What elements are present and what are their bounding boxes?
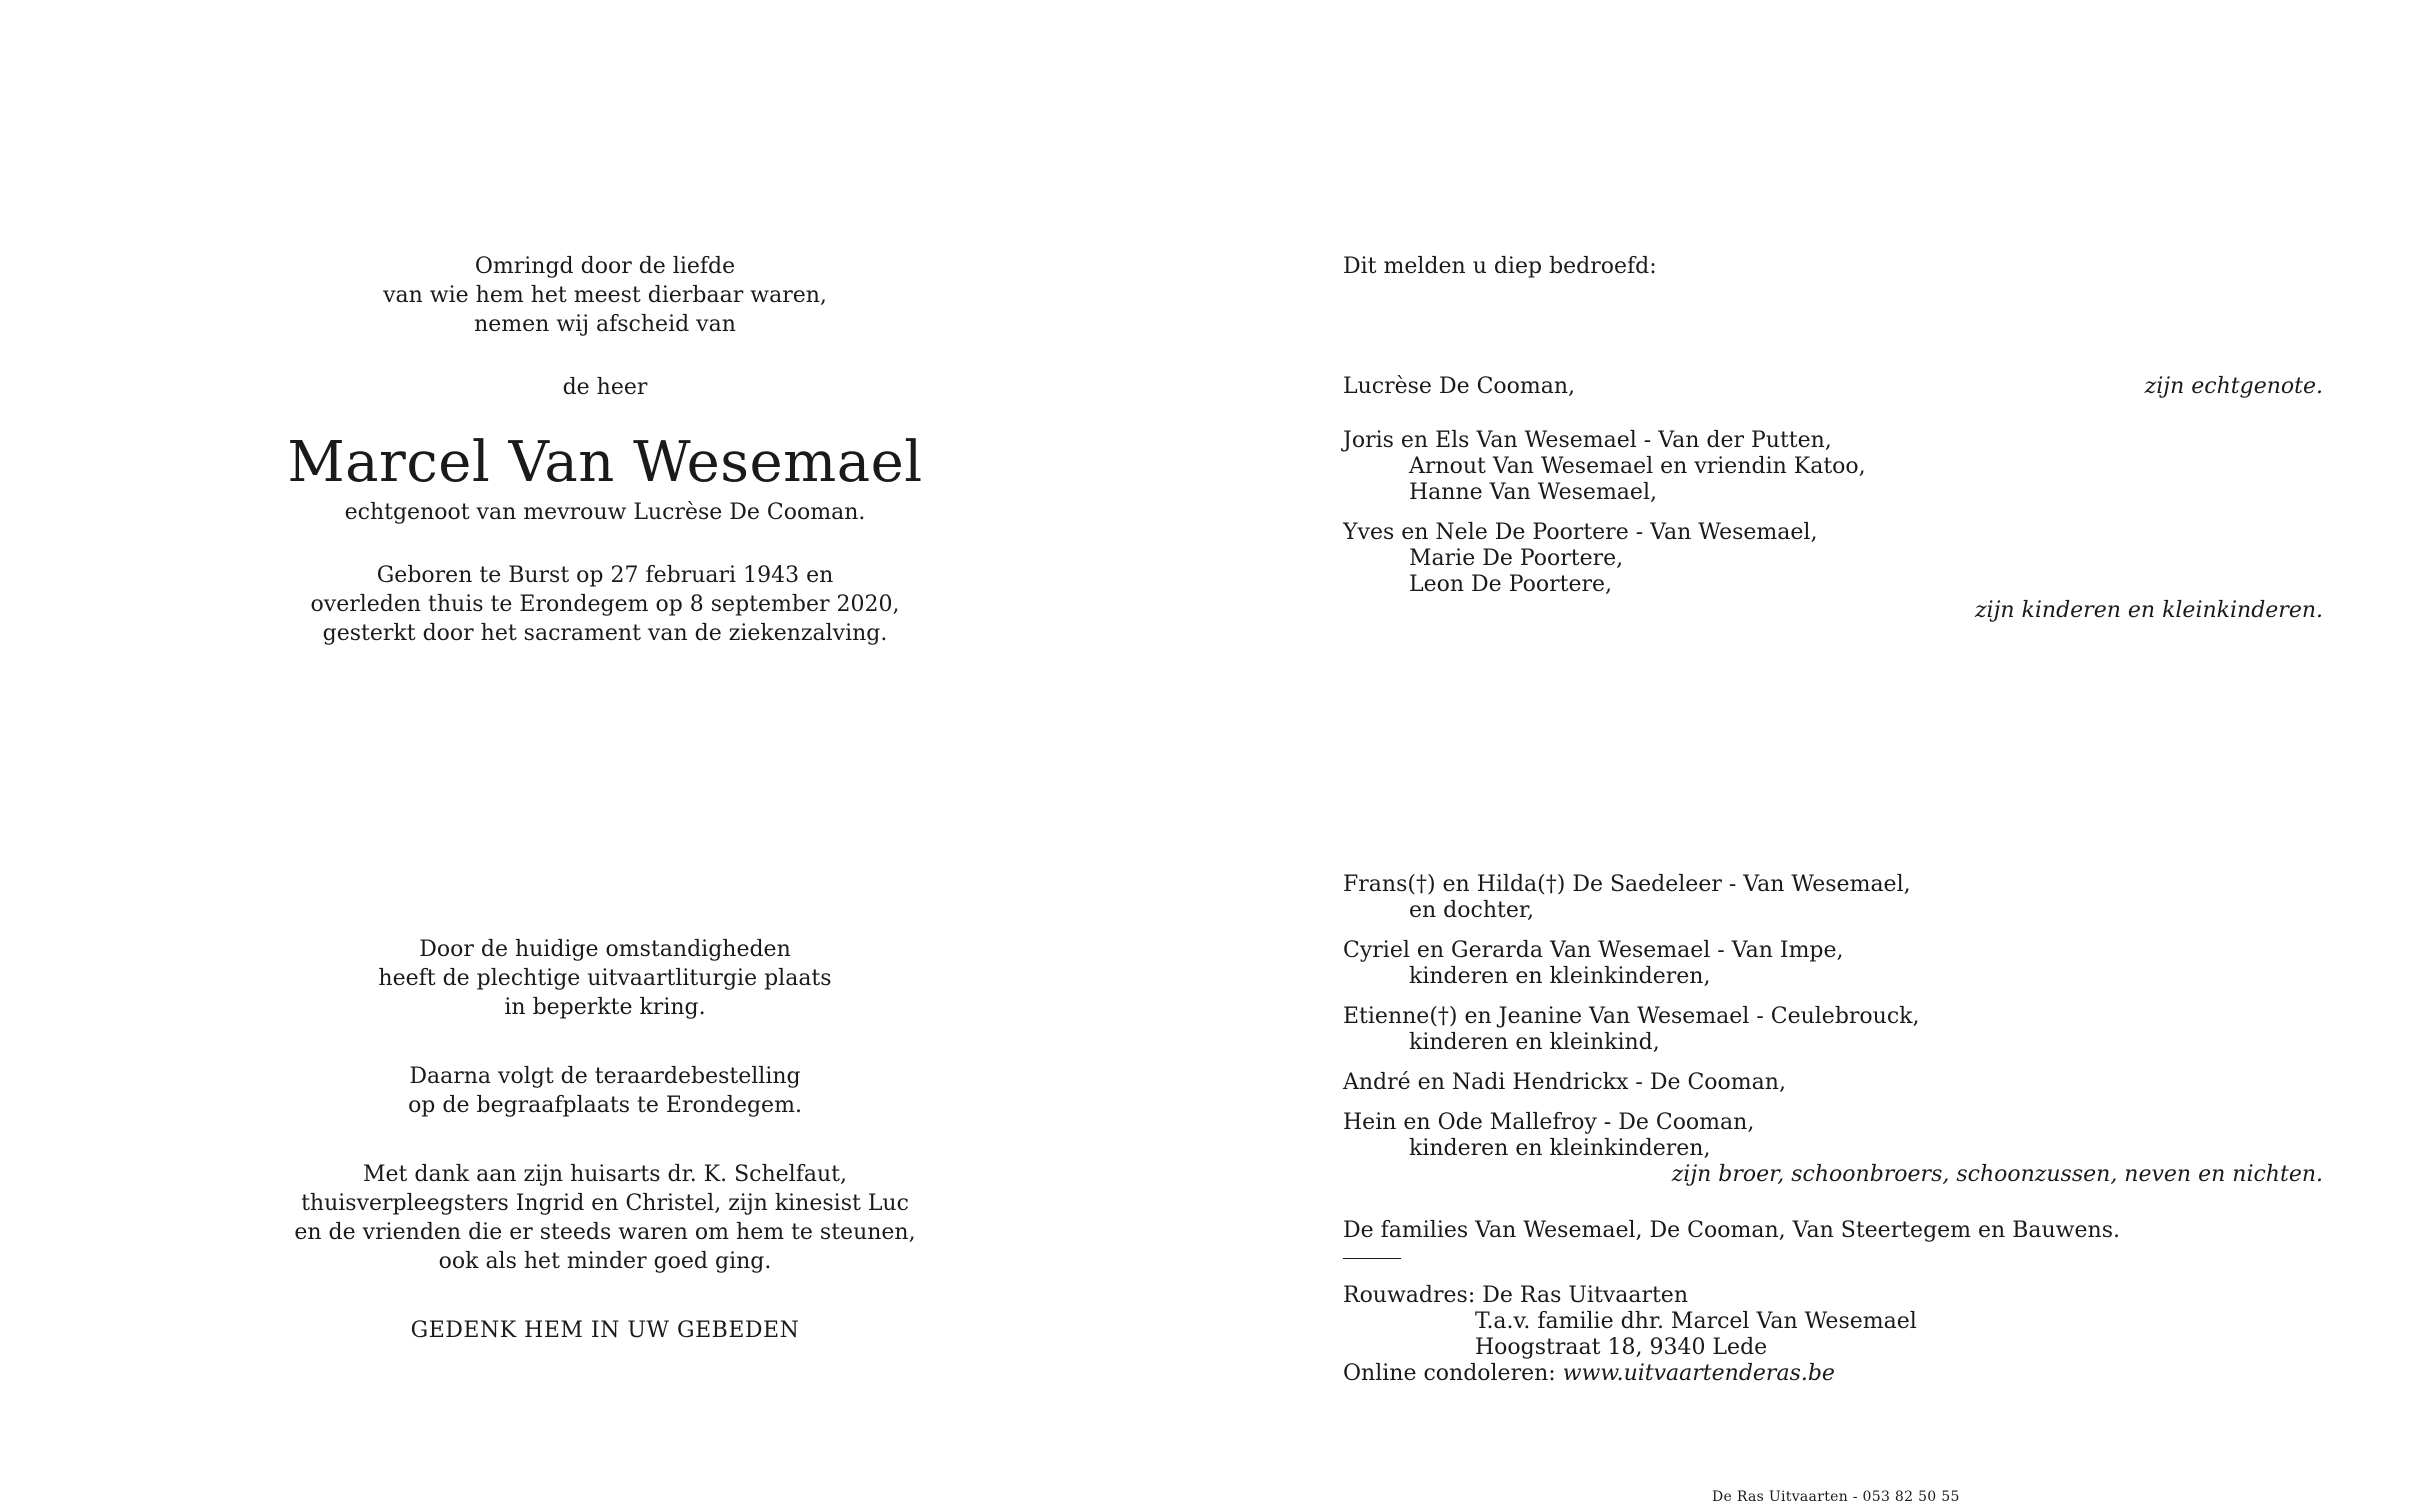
sibling-couple: Frans(†) en Hilda(†) De Saedeleer - Van Wesemael, bbox=[1343, 872, 1911, 897]
sibling-group bbox=[1343, 938, 2323, 990]
family-announcement-section bbox=[1343, 254, 2323, 624]
mourning-address bbox=[1343, 1283, 2323, 1387]
grandchild: Leon De Poortere, bbox=[1409, 572, 1612, 597]
address-label: Rouwadres: bbox=[1343, 1283, 1476, 1308]
thanks-line: ook als het minder goed ging. bbox=[438, 1249, 772, 1274]
burial-line: op de begraafplaats te Erondegem. bbox=[408, 1093, 802, 1118]
burial-paragraph bbox=[260, 1062, 950, 1120]
intro-line: nemen wij afscheid van bbox=[474, 312, 736, 337]
online-label: Online condoleren: bbox=[1343, 1361, 1556, 1386]
birth-line: Geboren te Burst op 27 februari 1943 en bbox=[376, 563, 834, 588]
sibling-descendants: kinderen en kleinkinderen, bbox=[1409, 1136, 1711, 1161]
child-couple: Yves en Nele De Poortere - Van Wesemael, bbox=[1343, 520, 1818, 545]
divider bbox=[1343, 1258, 1401, 1259]
sibling-descendants: kinderen en kleinkind, bbox=[1409, 1030, 1660, 1055]
sacrament-line: gesterkt door het sacrament van de ziekenzalving. bbox=[322, 621, 888, 646]
intro-line: van wie hem het meest dierbaar waren, bbox=[383, 283, 827, 308]
siblings-role-row bbox=[1343, 1162, 2323, 1188]
title-prefix: de heer bbox=[562, 375, 648, 400]
children-group bbox=[1343, 520, 2323, 598]
sibling-descendants: en dochter, bbox=[1409, 898, 1534, 923]
ceremony-paragraph bbox=[260, 935, 950, 1022]
thanks-line: thuisverpleegsters Ingrid en Christel, zijn kinesist Luc bbox=[301, 1191, 909, 1216]
spouse-role: zijn echtgenote. bbox=[2144, 374, 2323, 399]
child-couple: Joris en Els Van Wesemael - Van der Putten, bbox=[1343, 428, 1832, 453]
children-group bbox=[1343, 428, 2323, 506]
sibling-group bbox=[1343, 1070, 2323, 1096]
children-role: zijn kinderen en kleinkinderen. bbox=[1974, 598, 2323, 623]
sibling-couple: André en Nadi Hendrickx - De Cooman, bbox=[1343, 1070, 1786, 1095]
online-condolence-row bbox=[1343, 1361, 2323, 1387]
birth-death-details bbox=[260, 561, 950, 648]
sibling-couple: Etienne(†) en Jeanine Van Wesemael - Ceulebrouck, bbox=[1343, 1004, 1920, 1029]
notice-intro-section bbox=[260, 252, 950, 648]
spouse-row bbox=[1343, 374, 2323, 400]
footer-contact: De Ras Uitvaarten - 053 82 50 55 bbox=[1712, 1489, 1960, 1505]
ceremony-line: in beperkte kring. bbox=[504, 995, 706, 1020]
thanks-line: en de vrienden die er steeds waren om hem te steunen, bbox=[294, 1220, 916, 1245]
spouse-line: echtgenoot van mevrouw Lucrèse De Cooman. bbox=[344, 500, 866, 525]
siblings-section bbox=[1343, 872, 2323, 1387]
sibling-descendants: kinderen en kleinkinderen, bbox=[1409, 964, 1711, 989]
families-line: De families Van Wesemael, De Cooman, Van Steertegem en Bauwens. bbox=[1343, 1218, 2120, 1243]
address-row bbox=[1343, 1283, 2323, 1309]
address-line: T.a.v. familie dhr. Marcel Van Wesemael bbox=[1475, 1309, 1917, 1334]
prayer-line: GEDENK HEM IN UW GEBEDEN bbox=[410, 1318, 800, 1343]
sibling-group bbox=[1343, 1004, 2323, 1056]
siblings-role: zijn broer, schoonbroers, schoonzussen, neven en nichten. bbox=[1671, 1162, 2323, 1187]
announcement-line: Dit melden u diep bedroefd: bbox=[1343, 254, 1657, 279]
intro-line: Omringd door de liefde bbox=[474, 254, 736, 279]
grandchild: Arnout Van Wesemael en vriendin Katoo, bbox=[1409, 454, 1866, 479]
death-line: overleden thuis te Erondegem op 8 september 2020, bbox=[310, 592, 900, 617]
children-role-row bbox=[1343, 598, 2323, 624]
sibling-couple: Cyriel en Gerarda Van Wesemael - Van Impe, bbox=[1343, 938, 1844, 963]
burial-line: Daarna volgt de teraardebestelling bbox=[409, 1064, 801, 1089]
sibling-group bbox=[1343, 1110, 2323, 1162]
ceremony-line: heeft de plechtige uitvaartliturgie plaats bbox=[378, 966, 832, 991]
spouse-name: Lucrèse De Cooman, bbox=[1343, 374, 1576, 399]
deceased-name: Marcel Van Wesemael bbox=[287, 430, 923, 495]
thanks-paragraph bbox=[260, 1160, 950, 1276]
thanks-line: Met dank aan zijn huisarts dr. K. Schelfaut, bbox=[363, 1162, 847, 1187]
ceremony-section bbox=[260, 935, 950, 1345]
grandchild: Hanne Van Wesemael, bbox=[1409, 480, 1657, 505]
condolence-link[interactable]: www.uitvaartenderas.be bbox=[1562, 1361, 1835, 1386]
sibling-couple: Hein en Ode Mallefroy - De Cooman, bbox=[1343, 1110, 1755, 1135]
sibling-group bbox=[1343, 872, 2323, 924]
grandchild: Marie De Poortere, bbox=[1409, 546, 1624, 571]
address-line: Hoogstraat 18, 9340 Lede bbox=[1475, 1335, 1768, 1360]
address-line: De Ras Uitvaarten bbox=[1482, 1283, 1688, 1308]
ceremony-line: Door de huidige omstandigheden bbox=[419, 937, 791, 962]
